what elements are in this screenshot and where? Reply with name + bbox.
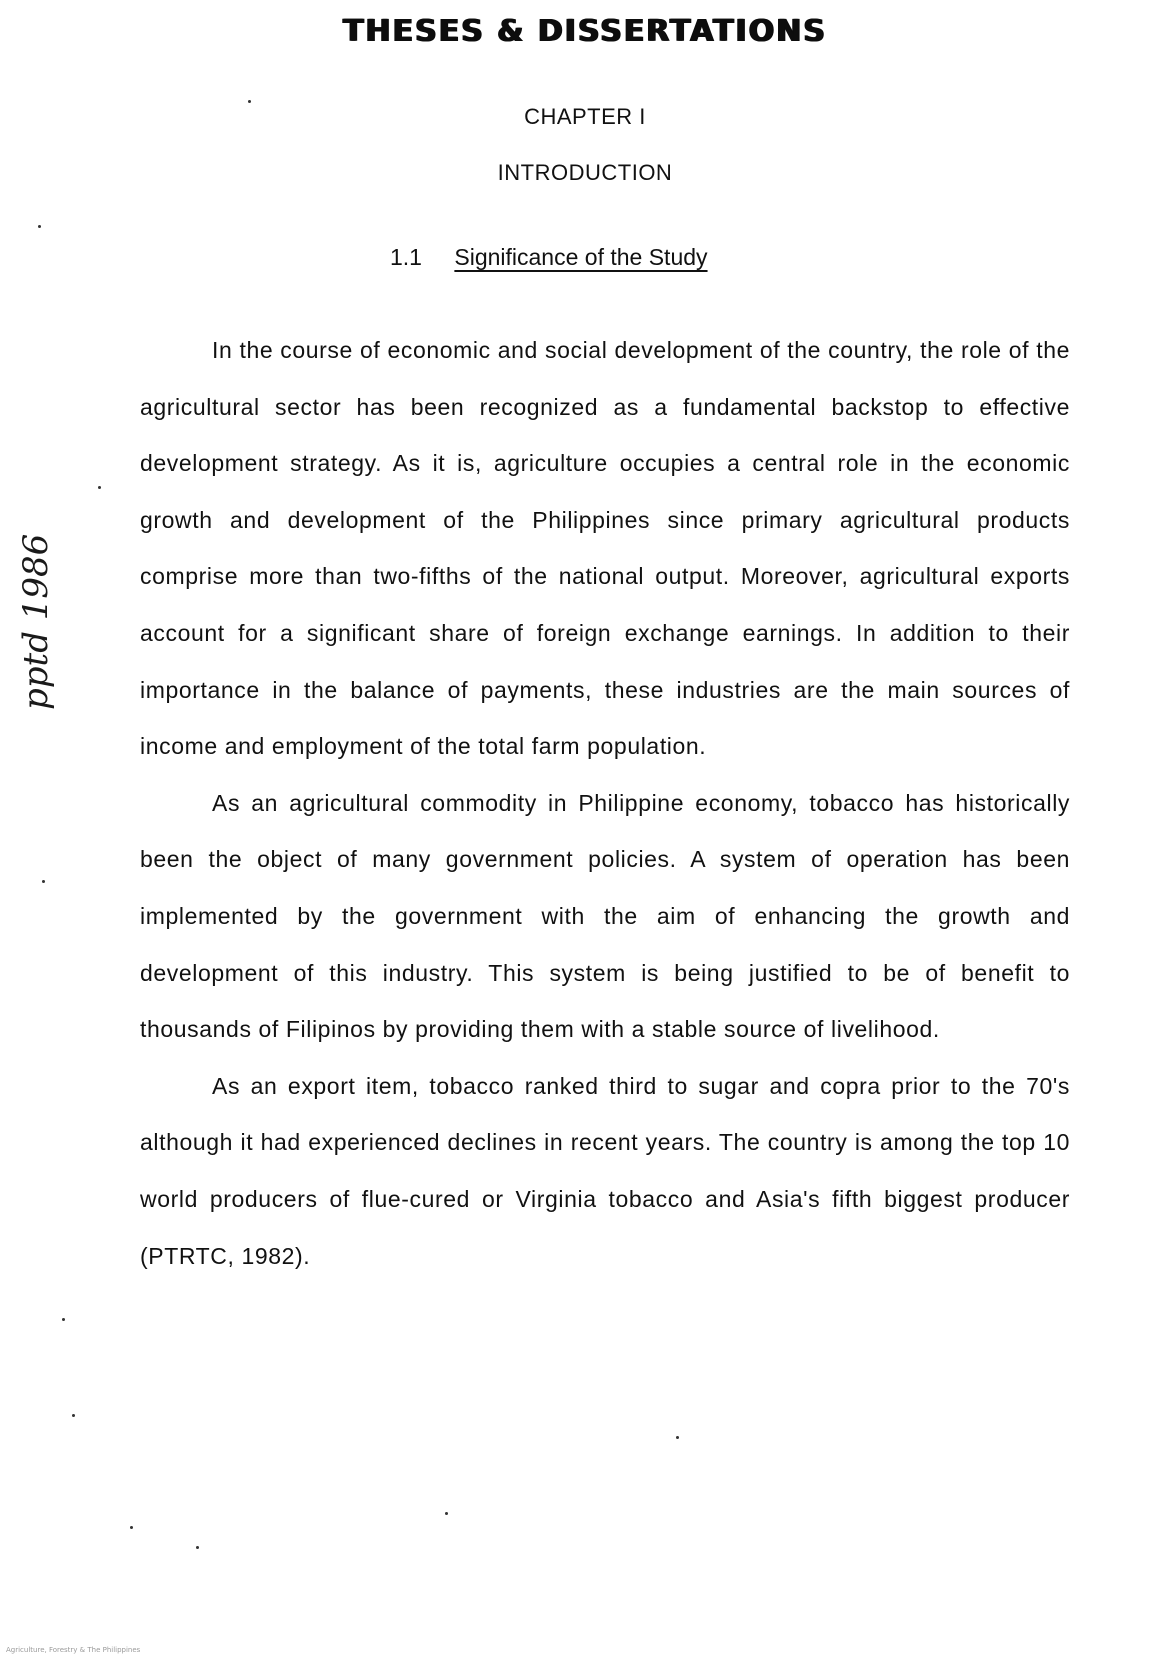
body-text	[140, 322, 1070, 1284]
scan-speck	[248, 100, 251, 103]
scan-speck	[98, 486, 101, 489]
chapter-title: CHAPTER I	[524, 104, 646, 129]
theses-dissertations-stamp: THESES & DISSERTATIONS	[343, 14, 827, 49]
scan-speck	[72, 1414, 75, 1417]
paragraph-1: In the course of economic and social development of the country, the role of the agricultural sector has been recognized as a fundamental backstop to effective development strategy. As it is, agriculture occupies a central role in the economic growth and development of the Philippines since primary agricultural products comprise more than two-fifths of the national output. Moreover, agricultural exports account for a significant share of foreign exchange earnings. In addition to their importance in the balance of payments, these industries are the main sources of income and employment of the total farm population.	[140, 337, 1070, 760]
section-number: 1.1	[390, 244, 422, 270]
scan-speck	[445, 1512, 448, 1515]
scan-speck	[38, 225, 41, 228]
scan-speck	[42, 880, 45, 883]
scan-footer: Agriculture, Forestry & The Philippines	[6, 1646, 141, 1654]
chapter-subtitle: INTRODUCTION	[497, 160, 673, 185]
scan-speck	[130, 1526, 133, 1529]
section-title: Significance of the Study	[454, 244, 708, 270]
section-heading	[390, 244, 708, 271]
scan-speck	[62, 1318, 65, 1321]
scan-speck	[676, 1436, 679, 1439]
scan-speck	[196, 1546, 199, 1549]
paragraph-2: As an agricultural commodity in Philippine economy, tobacco has historically been the object of many government policies. A system of operation has been implemented by the government with the aim of enhancing the growth and development of this industry. This system is being justified to be of benefit to thousands of Filipinos by providing them with a stable source of livelihood.	[140, 789, 1070, 1043]
handwritten-margin-note: pptd 1986	[16, 533, 56, 710]
paragraph-3: As an export item, tobacco ranked third to sugar and copra prior to the 70's although it had experienced declines in recent years. The country is among the top 10 world producers of flue-cured or Virginia tobacco and Asia's fifth biggest producer (PTRTC, 1982).	[140, 1072, 1070, 1269]
